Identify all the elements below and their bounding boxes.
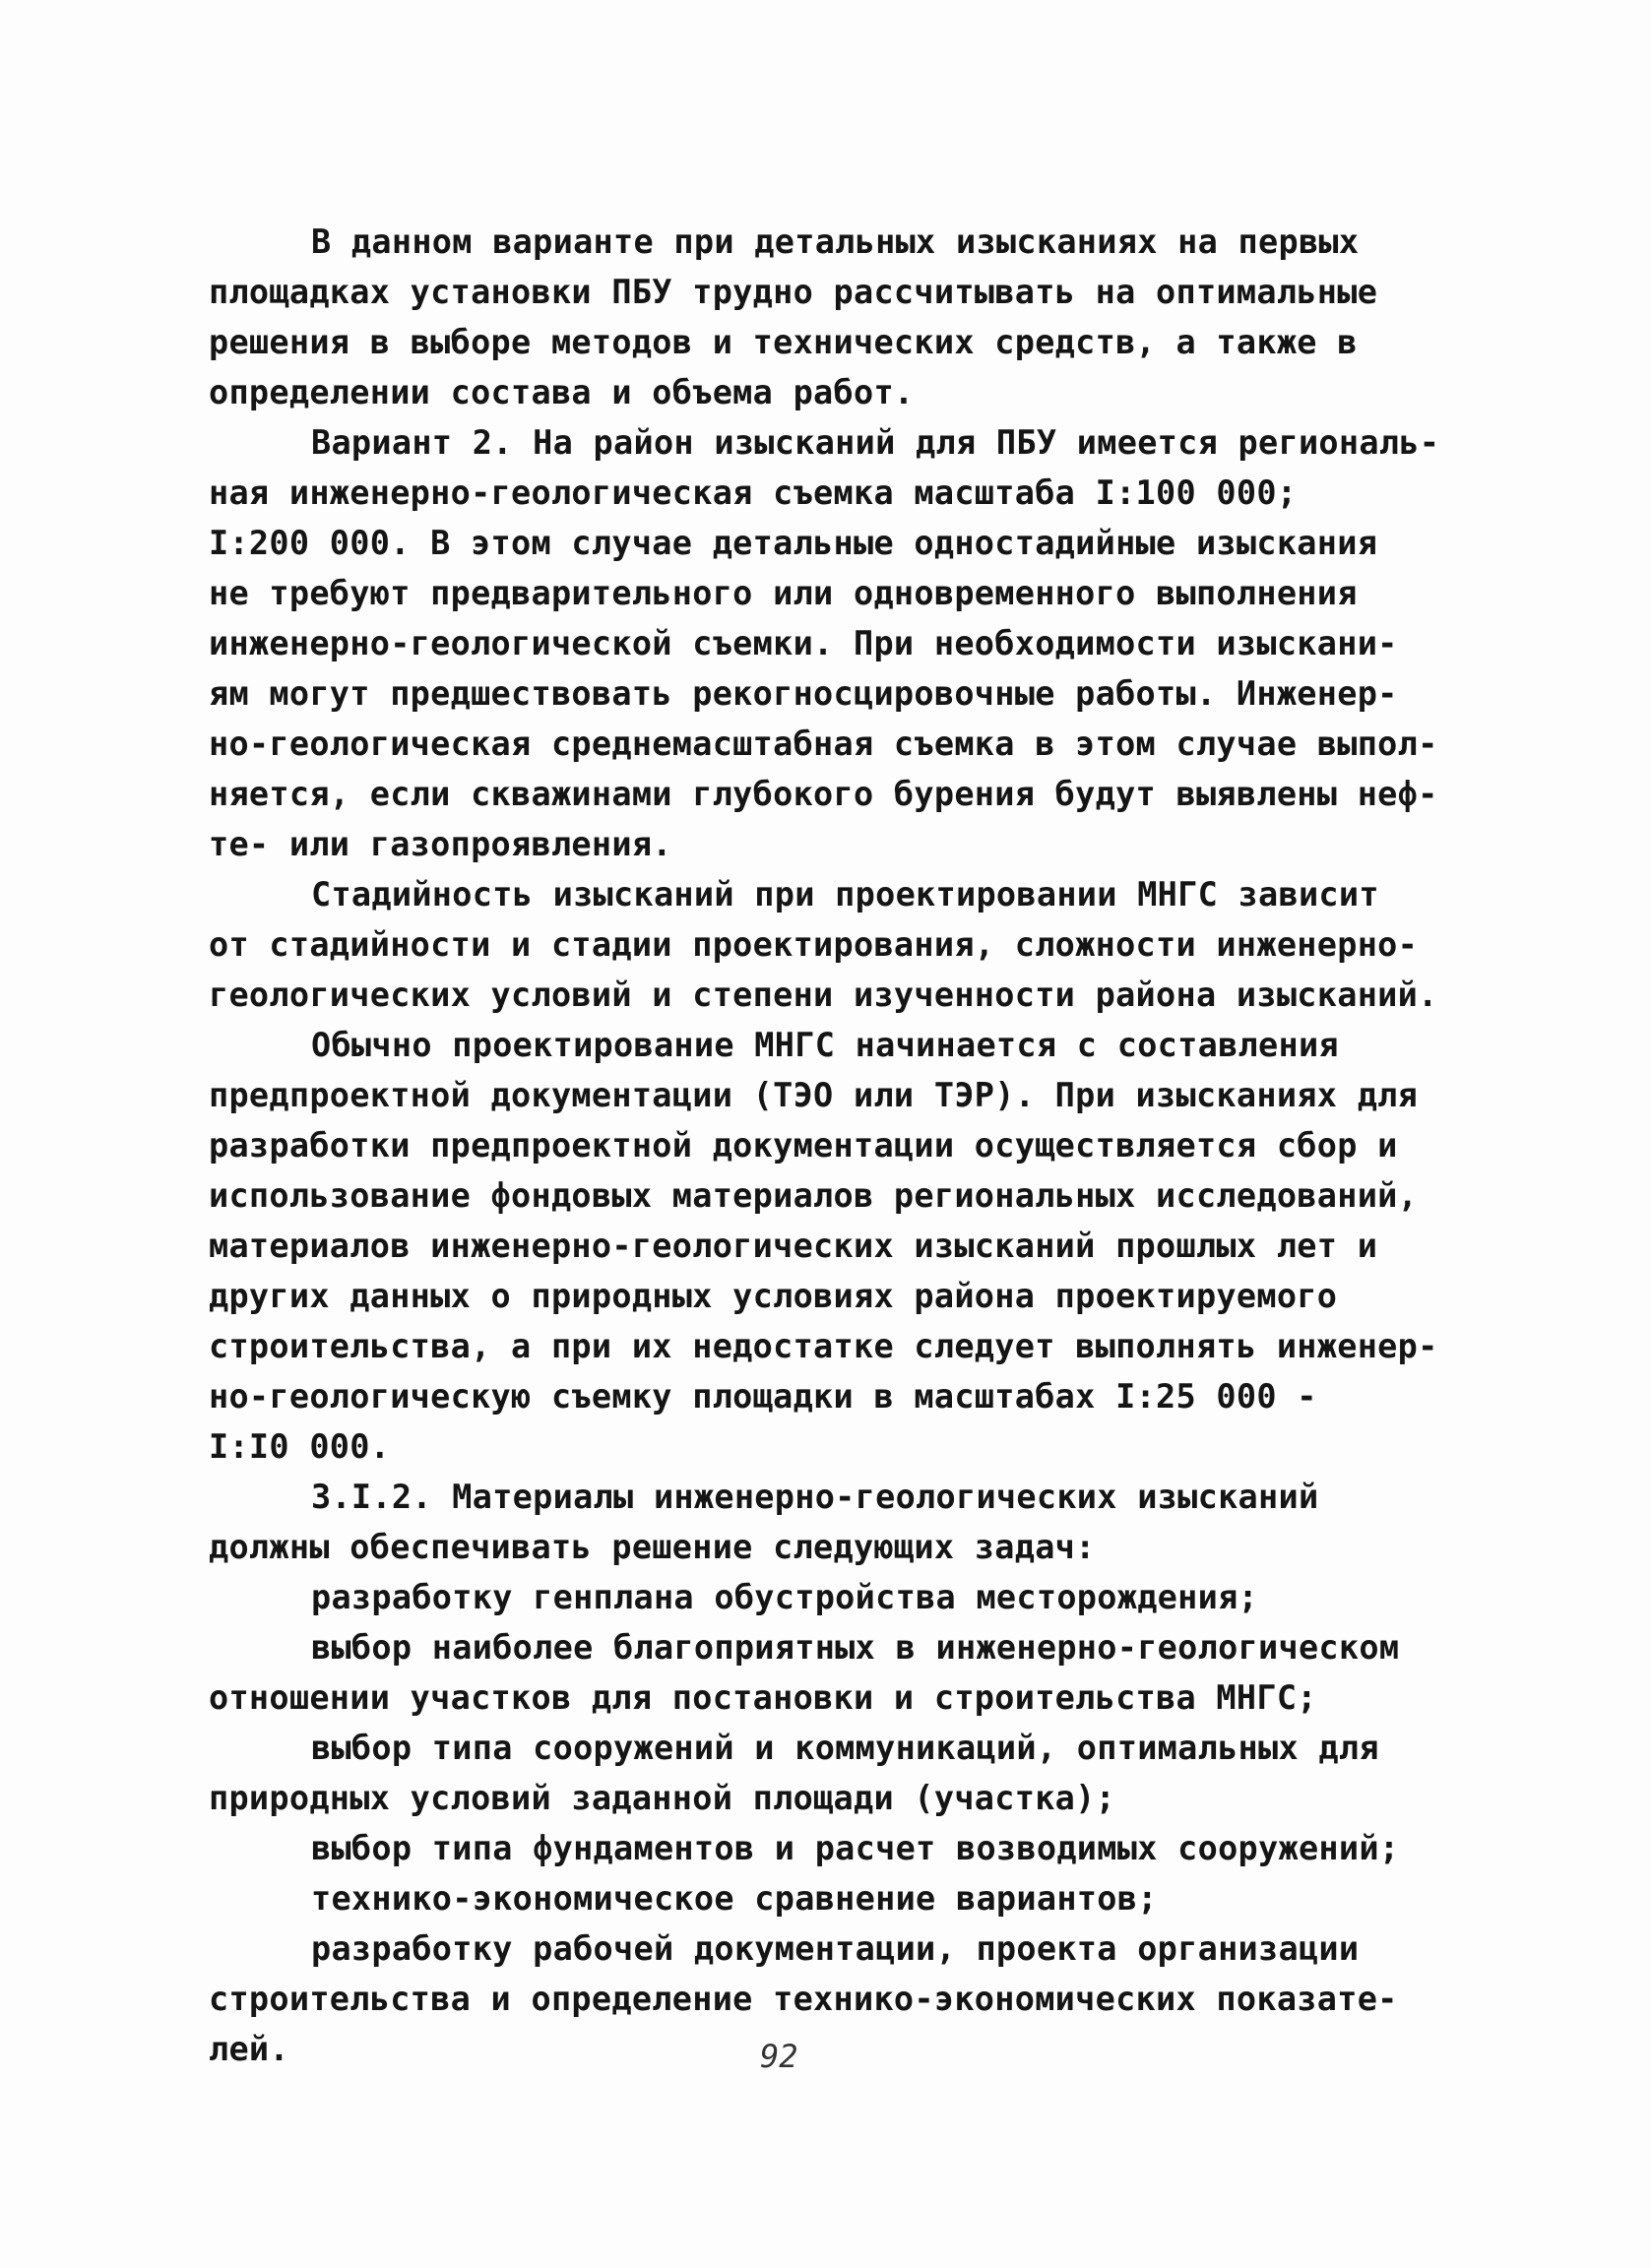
text-line: от стадийности и стадии проектирования, сложности инженерно- [209, 925, 1419, 964]
text-line: разработку генплана обустройства месторождения; [311, 1578, 1259, 1616]
text-line: площадках установки ПБУ трудно рассчитывать на оптимальные [209, 273, 1378, 311]
text-line: выбор типа фундаментов и расчет возводимых сооружений; [311, 1829, 1400, 1867]
text-line: но-геологическую съемку площадки в масштабах I:25 000 - [209, 1377, 1317, 1416]
text-line: няется, если скважинами глубокого бурения будут выявлены неф- [209, 775, 1438, 813]
text-line: Стадийность изысканий при проектировании МНГС зависит [311, 875, 1379, 914]
text-line: строительства, а при их недостатке следует выполнять инженер- [209, 1327, 1438, 1365]
text-line: разработки предпроектной документации осуществляется сбор и [209, 1126, 1398, 1165]
text-line: разработку рабочей документации, проекта организации [311, 1929, 1360, 1968]
text-line: В данном варианте при детальных изысканиях на первых [311, 222, 1360, 261]
text-line: других данных о природных условиях района проектируемого [209, 1277, 1338, 1315]
text-line: не требуют предварительного или одновременного выполнения [209, 574, 1358, 612]
text-line: строительства и определение технико-экономических показате- [209, 1980, 1398, 2018]
page-number: 92 [760, 2038, 798, 2075]
text-line: те- или газопроявления. [209, 825, 672, 863]
text-line: должны обеспечивать решение следующих задач: [209, 1528, 1096, 1566]
text-line: материалов инженерно-геологических изысканий прошлых лет и [209, 1227, 1378, 1265]
text-line: Вариант 2. На район изысканий для ПБУ имеется региональ- [311, 423, 1440, 462]
text-line: инженерно-геологической съемки. При необходимости изыскани- [209, 624, 1398, 662]
text-line: геологических условий и степени изученности района изысканий. [209, 976, 1438, 1014]
body-text [209, 217, 1459, 2074]
text-line: Обычно проектирование МНГС начинается с составления [311, 1026, 1339, 1064]
text-line: использование фондовых материалов региональных исследований, [209, 1176, 1419, 1215]
text-line: ная инженерно-геологическая съемка масштаба I:100 000; [209, 473, 1298, 512]
text-line: 3.I.2. Материалы инженерно-геологических изысканий [311, 1478, 1319, 1516]
text-line: технико-экономическое сравнение вариантов; [311, 1879, 1158, 1918]
text-line: природных условий заданной площади (участка); [209, 1779, 1116, 1817]
text-line: предпроектной документации (ТЭО или ТЭР). При изысканиях для [209, 1076, 1419, 1114]
text-line: отношении участков для постановки и строительства МНГС; [209, 1678, 1317, 1717]
text-line: но-геологическая среднемасштабная съемка в этом случае выпол- [209, 724, 1438, 763]
text-line: выбор типа сооружений и коммуникаций, оптимальных для [311, 1729, 1379, 1767]
text-line: лей. [209, 2030, 289, 2068]
text-line: выбор наиболее благоприятных в инженерно-геологическом [311, 1628, 1400, 1667]
text-line: I:I0 000. [209, 1427, 391, 1466]
text-line: определении состава и объема работ. [209, 373, 915, 411]
text-line: I:200 000. В этом случае детальные одностадийные изыскания [209, 524, 1378, 562]
text-line: ям могут предшествовать рекогносцировочные работы. Инженер- [209, 674, 1398, 713]
text-line: решения в выборе методов и технических средств, а также в [209, 323, 1358, 361]
